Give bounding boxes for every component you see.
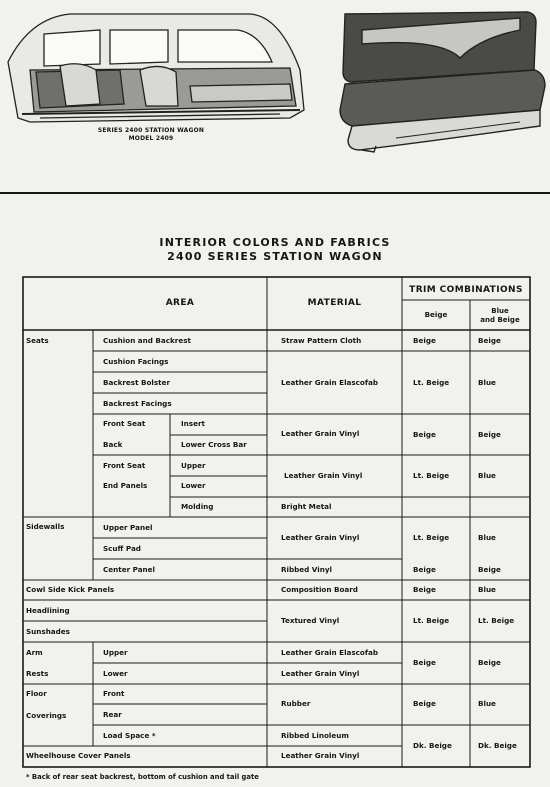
trim-beige-cell: Lt. Beige	[413, 378, 450, 387]
area-item-center-panel: Center Panel	[103, 565, 156, 574]
area-group-coverings: Coverings	[26, 711, 67, 720]
area-group-wheelhouse: Wheelhouse Cover Panels	[26, 751, 131, 760]
trim-blue-beige-cell: Blue	[478, 378, 496, 387]
trim-blue-beige-cell: Beige	[478, 565, 501, 574]
area-group-seats: Seats	[26, 336, 49, 345]
material-ribbed-linoleum: Ribbed Linoleum	[281, 731, 349, 740]
material-ribbed-vinyl: Ribbed Vinyl	[281, 565, 332, 574]
trim-blue-beige-cell: Dk. Beige	[478, 741, 517, 750]
trim-blue-beige-cell: Beige	[478, 336, 501, 345]
page-subtitle: 2400 SERIES STATION WAGON	[167, 250, 383, 263]
area-item-arm-lower: Lower	[103, 669, 128, 678]
trim-beige-cell: Beige	[413, 658, 436, 667]
trim-blue-beige-cell: Beige	[478, 430, 501, 439]
area-item-end-panels: End Panels	[103, 481, 148, 490]
column-header-trim: TRIM COMBINATIONS	[409, 285, 523, 295]
trim-blue-beige-cell: Lt. Beige	[478, 616, 515, 625]
area-item-cushion-facings: Cushion Facings	[103, 357, 169, 366]
trim-beige-cell: Lt. Beige	[413, 616, 450, 625]
material-leather-vinyl: Leather Grain Vinyl	[281, 669, 360, 678]
trim-blue-beige-cell: Beige	[478, 658, 501, 667]
area-item-front-seat-2: Front Seat	[103, 461, 146, 470]
area-item-front: Front	[103, 689, 125, 698]
column-header-beige: Beige	[424, 310, 448, 319]
area-item-upper-panel: Upper Panel	[103, 523, 153, 532]
area-group-cowl: Cowl Side Kick Panels	[26, 585, 115, 594]
material-rubber: Rubber	[281, 699, 311, 708]
material-textured-vinyl: Textured Vinyl	[281, 616, 340, 625]
column-header-material: MATERIAL	[307, 298, 362, 308]
area-item-molding: Molding	[181, 502, 214, 511]
area-item-front-seat: Front Seat	[103, 419, 146, 428]
area-item-arm-upper: Upper	[103, 648, 128, 657]
caption-model: MODEL 2409	[128, 135, 174, 142]
trim-blue-beige-cell: Blue	[478, 585, 496, 594]
area-item-insert: Insert	[181, 419, 205, 428]
area-item-backrest-bolster: Backrest Bolster	[103, 378, 171, 387]
material-straw-pattern: Straw Pattern Cloth	[281, 336, 362, 345]
footnote: * Back of rear seat backrest, bottom of cushion and tail gate	[26, 773, 259, 781]
trim-beige-cell: Beige	[413, 565, 436, 574]
trim-beige-cell: Beige	[413, 430, 436, 439]
column-header-area: AREA	[165, 298, 195, 308]
area-item-backrest-facings: Backrest Facings	[103, 399, 172, 408]
page-title: INTERIOR COLORS AND FABRICS	[159, 236, 391, 249]
material-leather-vinyl: Leather Grain Vinyl	[281, 751, 360, 760]
material-composition-board: Composition Board	[281, 585, 358, 594]
trim-beige-cell: Beige	[413, 336, 436, 345]
area-group-floor: Floor	[26, 689, 47, 698]
area-group-arm: Arm	[26, 648, 43, 657]
material-leather-vinyl: Leather Grain Vinyl	[281, 429, 360, 438]
trim-blue-beige-cell: Blue	[478, 533, 496, 542]
material-leather-vinyl: Leather Grain Vinyl	[281, 533, 360, 542]
area-item-upper: Upper	[181, 461, 206, 470]
column-header-blue-line2: and Beige	[480, 316, 520, 324]
area-group-sidewalls: Sidewalls	[26, 522, 65, 531]
trim-beige-cell: Lt. Beige	[413, 471, 450, 480]
trim-blue-beige-cell: Blue	[478, 699, 496, 708]
caption-series: SERIES 2400 STATION WAGON	[97, 127, 205, 134]
area-item-lower: Lower	[181, 481, 206, 490]
area-item-rear: Rear	[103, 710, 122, 719]
material-leather-vinyl: Leather Grain Vinyl	[284, 471, 363, 480]
area-item-scuff-pad: Scuff Pad	[103, 544, 141, 553]
material-leather-elascofab: Leather Grain Elascofab	[281, 378, 378, 387]
area-item-lower-cross-bar: Lower Cross Bar	[181, 440, 247, 449]
area-item-back: Back	[103, 440, 123, 449]
trim-beige-cell: Dk. Beige	[413, 741, 452, 750]
column-header-blue-line1: Blue	[491, 307, 509, 315]
area-item-cushion-backrest: Cushion and Backrest	[103, 336, 191, 345]
area-item-load-space: Load Space *	[103, 731, 156, 740]
trim-beige-cell: Lt. Beige	[413, 533, 450, 542]
area-group-headlining: Headlining	[26, 606, 70, 615]
area-group-sunshades: Sunshades	[26, 627, 70, 636]
material-bright-metal: Bright Metal	[281, 502, 332, 511]
trim-blue-beige-cell: Blue	[478, 471, 496, 480]
area-group-rests: Rests	[26, 669, 49, 678]
trim-beige-cell: Beige	[413, 699, 436, 708]
material-leather-elascofab: Leather Grain Elascofab	[281, 648, 378, 657]
trim-beige-cell: Beige	[413, 585, 436, 594]
